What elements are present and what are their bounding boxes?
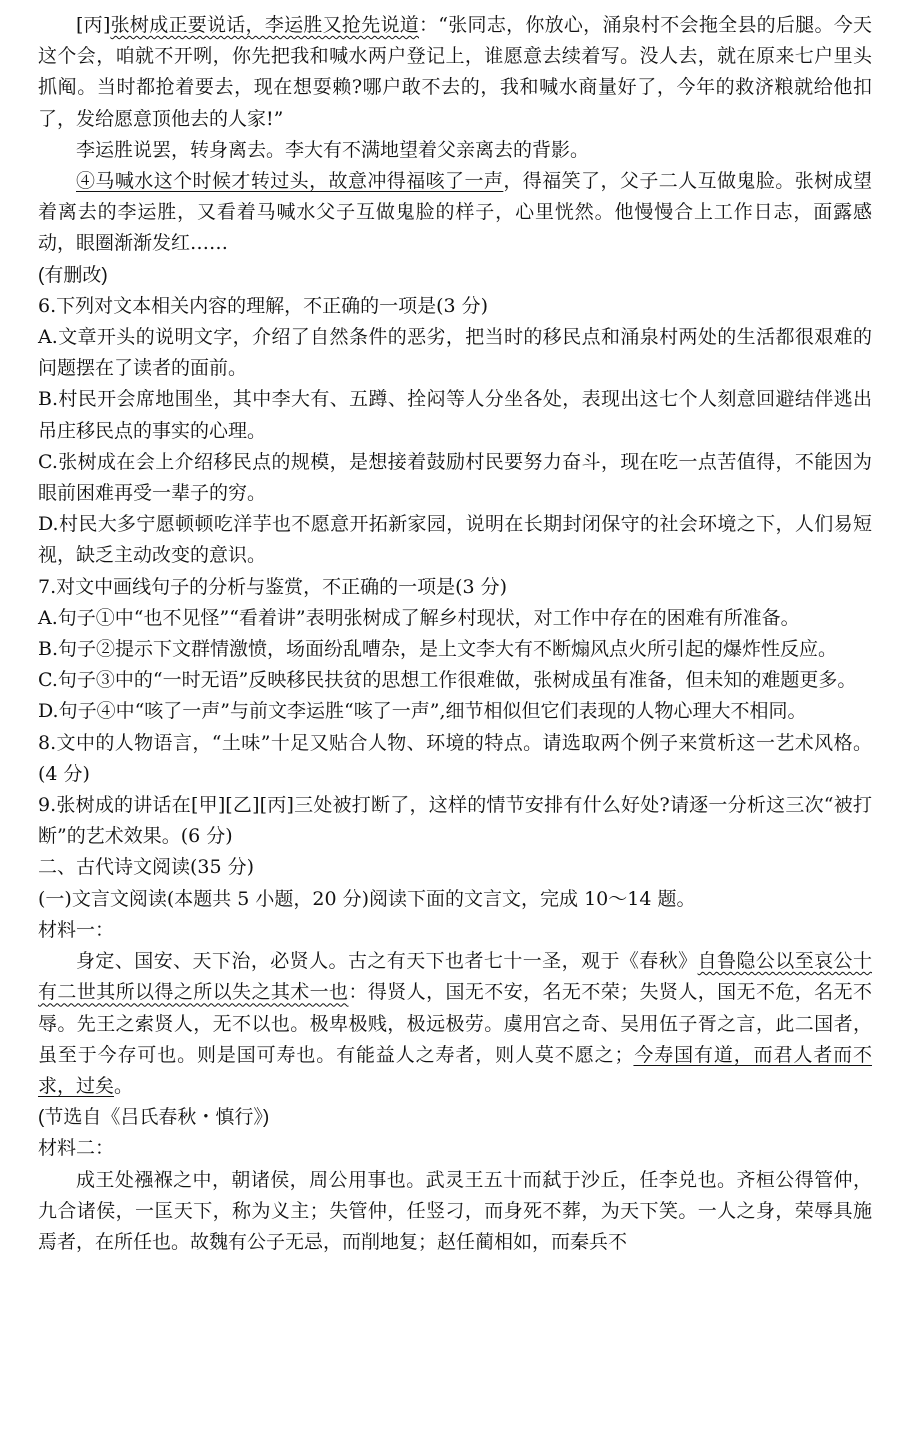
- story-text: ，得福笑了，父子二人互做鬼脸。张树成望着离去的李运胜，又看着马喊水父子互做鬼脸的样子，心里恍然。他慢慢合上工作日志，面露感动，眼圈渐渐发红……: [38, 170, 872, 255]
- option-7b: B.句子②提示下文群情激愤，场面纷乱嘈杂，是上文李大有不断煽风点火所引起的爆炸性反应。: [38, 638, 838, 661]
- option-6a: A.文章开头的说明文字，介绍了自然条件的恶劣，把当时的移民点和涌泉村两处的生活都很艰难的问题摆在了读者的面前。: [38, 326, 872, 380]
- material-2-text: 成王处襁褓之中，朝诸侯，周公用事也。武灵王五十而弑于沙丘，任李兑也。齐桓公得管仲，九合诸侯，一匡天下，称为义主；失管仲，任竖刁，而身死不葬，为天下笑。一人之身，荣辱具施焉者，在所任也。故魏有公子无忌，而削地复；赵任蔺相如，而秦兵不: [38, 1168, 872, 1253]
- question-6: 6.下列对文本相关内容的理解，不正确的一项是(3 分): [38, 294, 489, 317]
- option-7d: D.句子④中“咳了一声”与前文李运胜“咳了一声”,细节相似但它们表现的人物心理大不相同。: [38, 700, 807, 723]
- segment-marker-bing: [丙]: [76, 14, 111, 36]
- material-1-text: [38, 946, 872, 1102]
- section-heading: 二、古代诗文阅读(35 分): [38, 856, 255, 879]
- material-text: 。: [114, 1074, 134, 1097]
- option-6b: B.村民开会席地围坐，其中李大有、五蹲、拴闷等人分坐各处，表现出这七个人刻意回避结伴逃出吊庄移民点的事实的心理。: [38, 388, 872, 442]
- story-paragraph: 李运胜说罢，转身离去。李大有不满地望着父亲离去的背影。: [76, 138, 590, 161]
- question-9: 9.张树成的讲话在[甲][乙][丙]三处被打断了，这样的情节安排有什么好处?请逐一分析这三次“被打断”的艺术效果。(6 分): [38, 794, 872, 848]
- wavy-underlined-sentence: 自鲁隐公以至哀公十有二世其所以得之所以失之其术一也: [38, 950, 872, 1004]
- wavy-underlined-sentence: 张树成正要说话，李运胜又抢先说道: [110, 14, 420, 36]
- option-7a: A.句子①中“也不见怪”“看着讲”表明张树成了解乡村现状，对工作中存在的困难有所准备。: [38, 606, 800, 629]
- story-paragraph-bing: [38, 10, 872, 135]
- source-note: (节选自《吕氏春秋・慎行》): [38, 1107, 270, 1129]
- story-paragraph-4: [38, 166, 872, 260]
- question-8: 8.文中的人物语言，“土味”十足又贴合人物、环境的特点。请选取两个例子来赏析这一艺术风格。(4 分): [38, 731, 872, 785]
- source-note: (有删改): [38, 264, 108, 286]
- underlined-sentence: 今寿国有道，而君人者而不求，过矣: [38, 1043, 872, 1097]
- option-6d: D.村民大多宁愿顿顿吃洋芋也不愿意开拓新家园，说明在长期封闭保守的社会环境之下，人们易短视，缺乏主动改变的意识。: [38, 513, 872, 567]
- material-label-1: 材料一：: [38, 918, 115, 941]
- material-text: ：得贤人，国无不安，名无不荣；失贤人，国无不危，名无不辱。先王之索贤人，无不以也。极卑极贱，极远极劳。虞用宫之奇、吴用伍子胥之言，此二国者，虽至于今存可也。则是国可寿也。有能益人之寿者，则人莫不愿之；: [38, 981, 872, 1066]
- material-text: 身定、国安、天下治，必贤人。古之有天下也者七十一圣，观于《春秋》: [76, 950, 698, 973]
- option-7c: C.句子③中的“一时无语”反映移民扶贫的思想工作很难做，张树成虽有准备，但未知的难题更多。: [38, 669, 857, 692]
- option-6c: C.张树成在会上介绍移民点的规模，是想接着鼓励村民要努力奋斗，现在吃一点苦值得，不能因为眼前困难再受一辈子的穷。: [38, 450, 872, 505]
- underlined-sentence-4: ④马喊水这个时候才转过头，故意冲得福咳了一声: [76, 170, 504, 193]
- story-text: ：“张同志，你放心，涌泉村不会拖全县的后腿。今天这个会，咱就不开咧，你先把我和喊水两户登记上，谁愿意去续着写。没人去，就在原来七户里头抓阄。当时都抢着要去，现在想耍赖?哪户敢不去的，我和喊水商量好了，今年的救济粮就给他扣了，发给愿意顶他去的人家!”: [38, 14, 872, 130]
- material-label-2: 材料二：: [38, 1137, 115, 1160]
- subsection-heading: (一)文言文阅读(本题共 5 小题，20 分)阅读下面的文言文，完成 10～14 题。: [38, 887, 696, 910]
- question-7: 7.对文中画线句子的分析与鉴赏，不正确的一项是(3 分): [38, 575, 508, 598]
